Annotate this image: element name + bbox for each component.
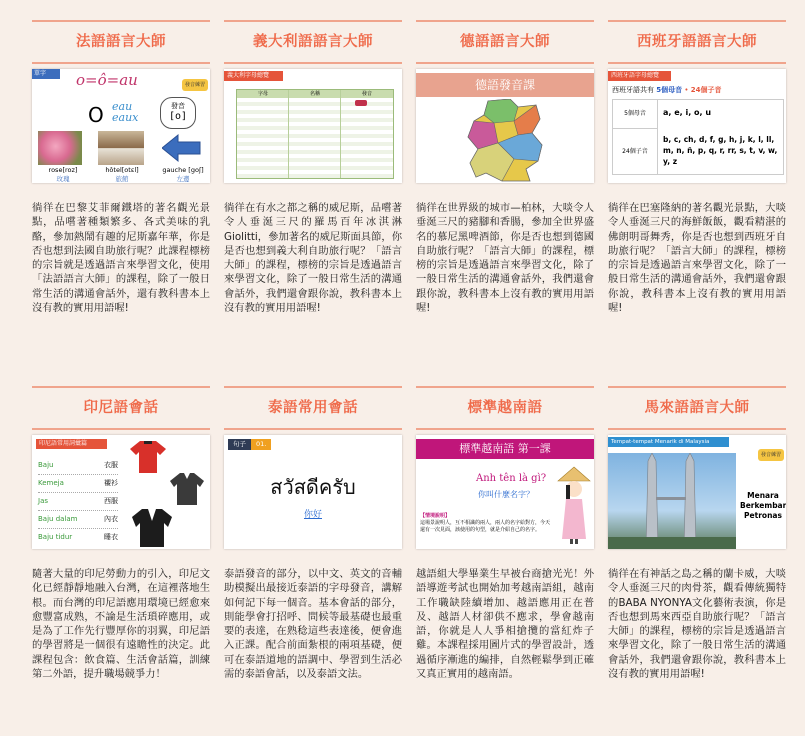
table-header: 字母 名稱 發音: [237, 90, 393, 98]
alphabet-summary: 西班牙語共有 5個母音 • 24個子音: [612, 86, 722, 94]
course-card-indonesian[interactable]: [32, 386, 210, 681]
course-preview-thai[interactable]: [224, 435, 402, 549]
title-divider: [32, 428, 210, 430]
course-preview-french[interactable]: [32, 69, 210, 183]
chinese-translation: 你叫什麼名字？: [478, 490, 534, 499]
course-card-italian[interactable]: [224, 20, 402, 315]
course-title[interactable]: 法語語言大師: [76, 34, 166, 50]
eau-spelling: eau eaux: [112, 100, 139, 124]
course-card-spanish[interactable]: [608, 20, 786, 315]
title-divider: [32, 62, 210, 64]
course-description: 徜徉在世界級的城市—柏林，大啖令人垂涎三尺的豬腳和香腸，參加全世界盛名的慕尼黑啤酒節，你是否也想到德國自助旅行呢？「語言大師」的課程，標榜的宗旨是透過語言來學習文化，除了一般日常生活的溝通會話外，我們還會跟你說，教科書本上沒有教的實用用語喔!: [416, 202, 594, 315]
practice-badge: 發音練習: [182, 79, 208, 91]
course-card-french[interactable]: [32, 20, 210, 315]
title-divider: [416, 428, 594, 430]
course-description: 徜徉在巴黎艾菲爾鐵塔的著名觀光景點，品嚐著種類繁多、各式美味的乳酪，參加熱鬧有趣的尼斯嘉年華，你是否也想到法國自助旅行呢？此課程標榜的宗旨就是透過語言來學習文化，使用「法語語言大師」的課程，除了一般日常生活的溝通會話外，還有教科書本上沒有教的實用用語喔!: [32, 202, 210, 315]
title-divider: [608, 428, 786, 430]
chinese-translation: 你好: [303, 510, 322, 520]
alphabet-table: [236, 89, 394, 179]
course-preview-spanish[interactable]: [608, 69, 786, 183]
word-hotel: hôtel[otɛl] 旅館: [105, 166, 139, 183]
situation-note: 【情境說明】 這場景說明人，互不相識的兩人，兩人的名字給對方，今天還有一次見面，該使用的句型，就是介紹自己的名字。: [420, 513, 551, 533]
thai-greeting: สวัสดีครับ: [270, 475, 356, 499]
course-title[interactable]: 西班牙語語言大師: [637, 34, 757, 50]
course-title[interactable]: 印尼語會話: [83, 400, 159, 416]
vowel-letters: a, e, i, o, u: [663, 108, 712, 117]
course-card-german[interactable]: [416, 20, 594, 315]
pronunciation-symbol: [o]: [168, 111, 188, 122]
consonant-row-label: 24個子音: [613, 129, 658, 174]
twin-towers-icon: [608, 453, 736, 549]
course-description: 泰語發音的部分，以中文、英文的音輔助模擬出最接近泰語的字母發音，講解如何記下每一個音。基本會話的部分，則能學會打招呼、問候等最基礎也最重要的表達，在熟稔這些表達後，便會進入正課。配合前面紮根的兩項基礎，便可在泰語道地的語調中、學習到生活必需的泰語會話，以及泰語文法。: [224, 568, 402, 681]
hotel-image: [98, 131, 144, 165]
course-preview-german[interactable]: [416, 69, 594, 183]
course-preview-italian[interactable]: [224, 69, 402, 183]
course-preview-malay[interactable]: [608, 435, 786, 549]
suit-icon: [132, 507, 172, 547]
word-gauche: gauche [goʃ] 左邊: [162, 166, 204, 183]
vowel-row-label: 5個母音: [613, 100, 658, 129]
course-description: 徜徉在有神話之島之稱的蘭卡威，大啖令人垂涎三尺的肉骨茶，觀看傳統獨特的BABA NYONYA文化藝術表演，你是否也想到馬來西亞自助旅行呢？「語言大師」的課程，標榜的宗旨是透過語言來學習文化，除了一般日常生活的溝通會話外，我們還會跟你說，教科書本上沒有教的實用用語喔!: [608, 568, 786, 681]
course-preview-indonesian[interactable]: [32, 435, 210, 549]
preview-top-bar: 德語發音課: [416, 73, 594, 97]
preview-top-bar: Tempat-tempat Menarik di Malaysia: [608, 437, 729, 447]
vocab-list: Baju 衣服 Kemeja 襯衫 Jas 西服 Baju dalam 內衣 Baju tidur 睡衣: [38, 457, 118, 546]
title-divider: [416, 62, 594, 64]
alphabet-table: [612, 99, 784, 175]
rose-image: [38, 131, 82, 165]
consonant-letters: b, c, ch, d, f, g, h, j, k, l, ll, m, n, ñ, p, q, r, rr, s, t, v, w, y, z: [663, 135, 778, 166]
preview-top-bar: 義大利字母總覽: [224, 71, 283, 81]
course-description: 徜徉在巴塞隆納的著名觀光景點，大啖令人垂涎三尺的海鮮飯飯，觀看精湛的佛朗明哥舞秀，你是否也想到西班牙自助旅行呢？「語言大師」的課程，標榜的宗旨是透過語言來學習文化，除了一般日常生活的溝通會話外，我們還會跟你說，教科書本上沒有教的實用用語喔!: [608, 202, 786, 315]
course-description: 隨著大量的印尼勞動力的引入，印尼文化已經靜靜地融入台灣，在這裡落地生根。而台灣的印尼語應用環境已經愈來愈豐富成熟，不論是生活瑣碎應用，或是為了工作先行豐厚你的羽翼，印尼語的學習將是一個很有遠瞻性的決定。此課程包含：飲食篇、生活會話篇，訓練第二外語，提升職場競爭力！: [32, 568, 210, 681]
script-formula: o=ô=au: [76, 71, 138, 89]
preview-top-bar: 印尼語常用詞彙篇: [36, 439, 107, 449]
title-divider: [608, 62, 786, 64]
pronunciation-box: [160, 97, 196, 129]
vietnamese-phrase: Anh tên là gì?: [476, 473, 547, 484]
practice-badge: 發音練習: [758, 449, 784, 461]
word-rose: rose[roz] 玫瑰: [48, 166, 78, 183]
tshirt-icon: [130, 439, 166, 473]
lesson-banner: 標準越南語 第一課: [416, 439, 594, 459]
preview-top-bar: 西班牙語字母總覽: [608, 71, 671, 81]
title-divider: [224, 62, 402, 64]
course-title[interactable]: 德語語言大師: [460, 34, 550, 50]
course-title[interactable]: 標準越南語: [467, 400, 543, 416]
course-description: 越語組大學畢業生早被台商搶光光！外語導遊考試也開始加考越南語組，越南工作職缺陸續增加、越語應用正在普及、越語人材卻供不應求，學會越南語，你就是人人爭相搶攬的當紅炸子雞。本課程採用圖片式的學習設計，透過循序漸進的編排，自然輕鬆學到正確又真正實用的越南語。: [416, 568, 594, 681]
course-card-thai[interactable]: [224, 386, 402, 681]
course-title[interactable]: 馬來語語言大師: [644, 400, 750, 416]
red-highlight: [355, 100, 367, 106]
title-divider: [224, 428, 402, 430]
course-card-malay[interactable]: [608, 386, 786, 681]
course-description: 徜徉在有水之都之稱的威尼斯，品嚐著令人垂涎三尺的羅馬百年冰淇淋Giolitti，參加著名的威尼斯面具節，你是否也想到義大利自助旅行呢？「語言大師」的課程，標榜的宗旨是透過語言來學習文化，除了一般日常生活的溝通會話外，我們還會跟你說，教科書本上沒有教的實用用語喔!: [224, 202, 402, 315]
pronunciation-label: 發音: [171, 102, 185, 110]
big-letter-o: O: [88, 103, 104, 127]
course-title[interactable]: 義大利語語言大師: [253, 34, 373, 50]
course-preview-vietnamese[interactable]: [416, 435, 594, 549]
photo-caption: Menara Berkembar Petronas: [740, 491, 786, 520]
course-card-vietnamese[interactable]: [416, 386, 594, 681]
shirt-icon: [170, 471, 204, 505]
germany-map: [458, 99, 558, 183]
lesson-tab: 句子 01.: [228, 439, 271, 450]
preview-top-bar: 單字: [32, 69, 60, 79]
table-rows: [237, 98, 393, 178]
petronas-photo: [608, 453, 736, 549]
course-title[interactable]: 泰語常用會話: [268, 400, 358, 416]
girl-illustration: [556, 465, 592, 545]
left-arrow-icon: [162, 133, 202, 163]
